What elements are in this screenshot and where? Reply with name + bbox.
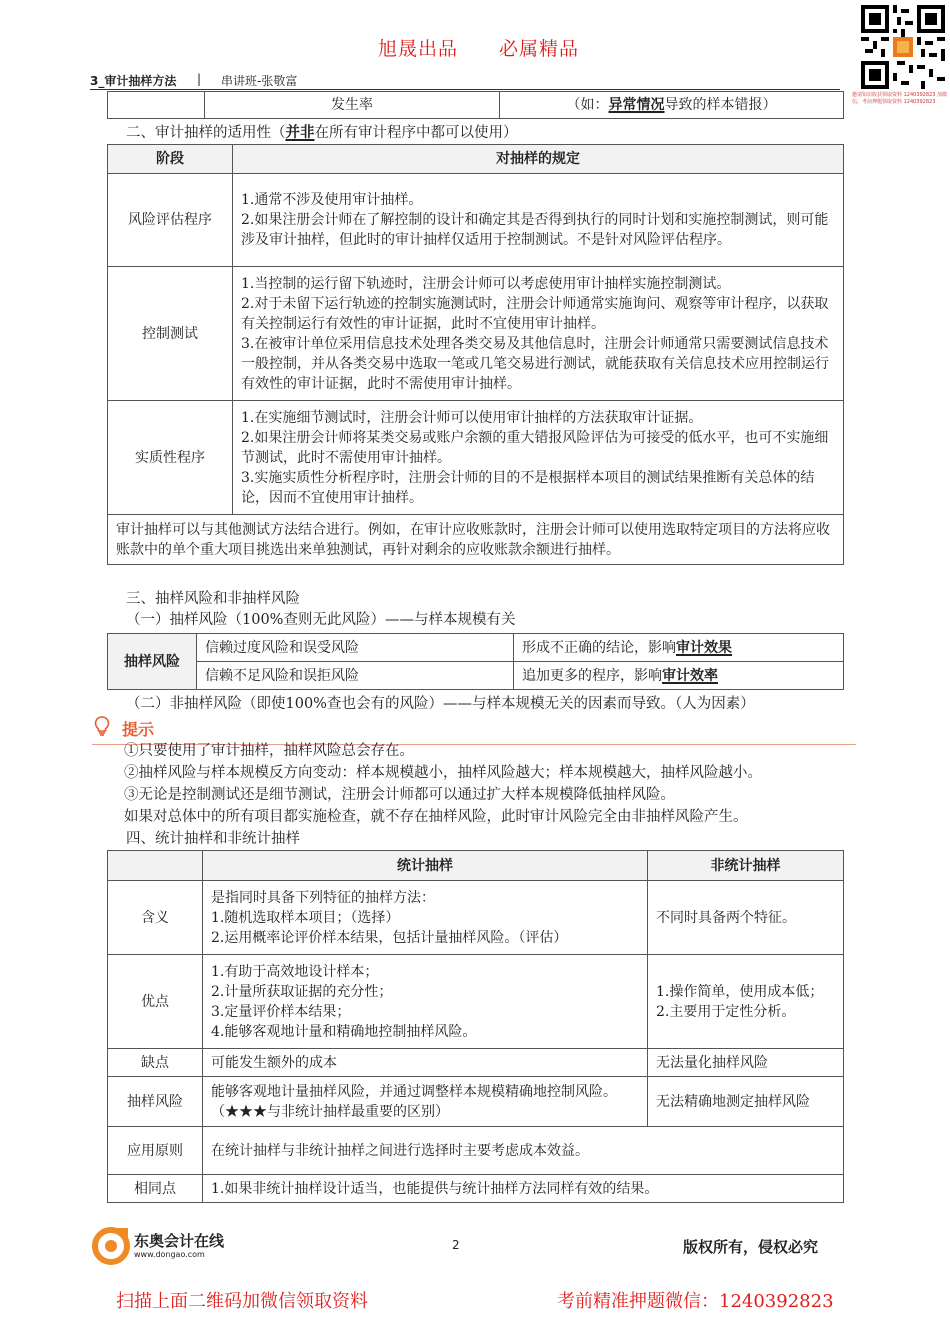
slogan-left: 旭晟出品 — [378, 38, 459, 60]
row-label-meaning: 含义 — [108, 881, 203, 955]
row-label-disadvantages: 缺点 — [108, 1049, 203, 1077]
cell-line: 4.能够客观地计量和精确地控制抽样风险。 — [211, 1023, 477, 1040]
tip-item: ③无论是控制测试还是细节测试，注册会计师都可以通过扩大样本规模降低抽样风险。 — [124, 787, 675, 803]
tip-item: 如果对总体中的所有项目都实施检查，就不存在抽样风险，此时审计风险完全由非抽样风险产生。 — [124, 809, 748, 825]
risk-effect: 追加更多的程序，影响审计效率 — [514, 662, 844, 690]
slogan-right: 必属精品 — [499, 38, 580, 60]
nonstat-advantages — [648, 955, 844, 1049]
stat-sampling-risk: 能够客观地计量抽样风险，并通过调整样本规模精确地控制风险。（★★★与非统计抽样最重要的区别） — [203, 1077, 648, 1127]
bottom-promo-left: 扫描上面二维码加微信领取资料 — [116, 1291, 368, 1312]
cell-line: 2.运用概率论评价样本结果，包括计量抽样风险。（评估） — [211, 929, 568, 946]
rule-line: 1.当控制的运行留下轨迹时，注册会计师可以考虑使用审计抽样实施控制测试。 — [241, 275, 731, 292]
stat-advantages — [203, 955, 648, 1049]
tip-title: 提示 — [122, 720, 155, 739]
head-empty — [108, 851, 203, 881]
section2-title: 二、审计抽样的适用性（并非在所有审计程序中都可以使用） — [126, 124, 518, 141]
cell-line: 2.计量所获取证据的充分性； — [211, 983, 393, 1000]
stage-control-test: 控制测试 — [108, 267, 233, 401]
cell-line: 2.主要用于定性分析。 — [656, 1003, 796, 1020]
section3-title: 三、抽样风险和非抽样风险 — [126, 591, 300, 607]
risk-type: 信赖过度风险和误受风险 — [197, 634, 514, 662]
cont-cell-note: （如：异常情况导致的样本错报） — [500, 92, 844, 119]
chapter-title: 3_审计抽样方法 — [90, 74, 177, 88]
cell-line: 1.有助于高效地设计样本； — [211, 963, 379, 980]
stage-risk-assessment: 风险评估程序 — [108, 174, 233, 267]
row-label-common: 相同点 — [108, 1175, 203, 1203]
rule-line: 2.对于未留下运行轨迹的控制实施测试时，注册会计师通常实施询问、观察等审计程序，以获取有关控制运行有效性的审计证据，此时不宜使用审计抽样。 — [241, 295, 829, 332]
rule-line: 3.实施实质性分析程序时，注册会计师的目的不是根据样本项目的测试结果推断有关总体的结论，因而不宜使用审计抽样。 — [241, 469, 815, 506]
row-label-principle: 应用原则 — [108, 1127, 203, 1175]
nonstat-disadvantages: 无法量化抽样风险 — [648, 1049, 844, 1077]
head-stage: 阶段 — [108, 145, 233, 174]
rule-line: 1.通常不涉及使用审计抽样。 — [241, 192, 423, 208]
cell-line: 1.操作简单，使用成本低； — [656, 983, 824, 1000]
section4-title: 四、统计抽样和非统计抽样 — [126, 831, 300, 847]
continued-table — [107, 91, 844, 119]
header-separator: | — [197, 72, 202, 86]
tip-item: ①只要使用了审计抽样，抽样风险总会存在。 — [124, 743, 414, 759]
cell-line: 3.定量评价样本结果； — [211, 1003, 351, 1020]
row-label-advantages: 优点 — [108, 955, 203, 1049]
rule-risk-assessment — [233, 174, 844, 267]
head-nonstat: 非统计抽样 — [648, 851, 844, 881]
cell-line: 是指同时具备下列特征的抽样方法： — [211, 889, 435, 906]
risk-type: 信赖不足风险和误拒风险 — [197, 662, 514, 690]
applicability-note: 审计抽样可以与其他测试方法结合进行。例如，在审计应收账款时，注册会计师可以使用选取特定项目的方法将应收账款中的单个重大项目挑选出来单独测试，再针对剩余的应收账款余额进行抽样。 — [108, 515, 844, 565]
cont-cell-label: 发生率 — [205, 92, 500, 119]
stat-meaning — [203, 881, 648, 955]
copyright-notice: 版权所有，侵权必究 — [683, 1238, 819, 1256]
sampling-risk-label: 抽样风险 — [108, 634, 197, 690]
nonstat-sampling-risk: 无法精确地测定抽样风险 — [648, 1077, 844, 1127]
risk-effect: 形成不正确的结论，影响审计效果 — [514, 634, 844, 662]
qr-caption: 邀请知识收获领取资料 1240392823 加微信，考前押题领取资料 1240392823 — [852, 92, 947, 105]
stage-substantive: 实质性程序 — [108, 401, 233, 515]
dongao-logo-icon — [92, 1227, 130, 1265]
cell-line: 1.随机选取样本项目；（选择） — [211, 909, 400, 926]
lightbulb-icon — [94, 716, 110, 736]
bottom-promo-right: 考前精准押题微信：1240392823 — [557, 1291, 834, 1312]
common-text: 1.如果非统计抽样设计适当，也能提供与统计抽样方法同样有效的结果。 — [203, 1175, 844, 1203]
head-rule: 对抽样的规定 — [233, 145, 844, 174]
nonstat-meaning — [648, 881, 844, 955]
rule-line: 3.在被审计单位采用信息技术处理各类交易及其他信息时，注册会计师通常只需要测试信息技术一般控制，并从各类交易中选取一笔或几笔交易进行测试，就能获取有关信息技术应用控制运行有效性的审计证据，此时不需使用审计抽样。 — [241, 335, 829, 392]
cell-line: 不同时具备两个特征。 — [656, 909, 796, 926]
section3-sub2: （二）非抽样风险（即使100%查也会有的风险）——与样本规模无关的因素而导致。（人为因素） — [126, 696, 755, 712]
head-stat: 统计抽样 — [203, 851, 648, 881]
cont-cell-empty1 — [108, 92, 205, 119]
tip-item: ②抽样风险与样本规模反方向变动：样本规模越小，抽样风险越大；样本规模越大，抽样风险越小。 — [124, 765, 762, 781]
page-number: 2 — [452, 1238, 460, 1252]
qr-code-icon — [861, 5, 945, 89]
rule-line: 2.如果注册会计师在了解控制的设计和确定其是否得到执行的同时计划和实施控制测试，则可能涉及审计抽样，但此时的审计抽样仅适用于控制测试。不是针对风险评估程序。 — [241, 212, 829, 248]
row-label-sampling-risk: 抽样风险 — [108, 1077, 203, 1127]
applicability-table — [107, 144, 844, 565]
logo-text: 东奥会计在线 — [134, 1232, 225, 1250]
header-rule — [90, 89, 840, 90]
rule-line: 2.如果注册会计师将某类交易或账户余额的重大错报风险评估为可接受的低水平，也可不实施细节测试，此时不需使用审计抽样。 — [241, 429, 829, 466]
stat-disadvantages: 可能发生额外的成本 — [203, 1049, 648, 1077]
rule-line: 1.在实施细节测试时，注册会计师可以使用审计抽样的方法获取审计证据。 — [241, 409, 703, 426]
rule-control-test — [233, 267, 844, 401]
course-teacher: 串讲班-张敬富 — [221, 74, 298, 88]
statistical-sampling-table — [107, 850, 844, 1203]
logo-url: www.dongao.com — [134, 1250, 205, 1259]
section3-sub1: （一）抽样风险（100%查则无此风险）——与样本规模有关 — [126, 612, 516, 628]
principle-text: 在统计抽样与非统计抽样之间进行选择时主要考虑成本效益。 — [203, 1127, 844, 1175]
rule-substantive — [233, 401, 844, 515]
sampling-risk-table — [107, 633, 844, 690]
